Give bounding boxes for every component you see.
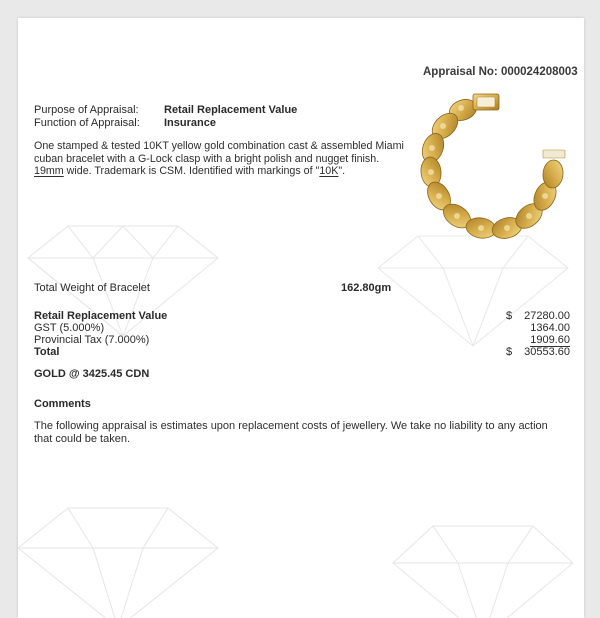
bracelet-photo: [403, 86, 573, 256]
appraisal-number: Appraisal No: 000024208003: [423, 66, 578, 78]
retail-currency: $: [506, 310, 513, 322]
pst-label: Provincial Tax (7.000%): [34, 334, 150, 346]
function-label: Function of Appraisal:: [34, 117, 140, 129]
description-marking: 10K: [319, 165, 339, 178]
total-value: 30553.60: [524, 346, 570, 358]
gst-value: 1364.00: [530, 322, 570, 334]
retail-value: 27280.00: [524, 310, 570, 322]
item-description: [34, 140, 404, 178]
purpose-label: Purpose of Appraisal:: [34, 104, 139, 116]
gold-rate: GOLD @ 3425.45 CDN: [34, 368, 150, 380]
diamond-watermark-bottom-right: [378, 518, 584, 618]
description-part1: One stamped & tested 10KT yellow gold combination cast & assembled Miami cuban bracelet with a G-Lock clasp with a bright polish and nugget finish.: [34, 140, 404, 165]
weight-value: 162.80gm: [341, 282, 392, 294]
pst-value-text: 1909.60: [530, 334, 570, 346]
description-part2: wide. Trademark is CSM. Identified with markings of ": [63, 165, 320, 178]
retail-label: Retail Replacement Value: [34, 310, 168, 322]
diamond-watermark-bottom-left: [18, 498, 238, 618]
total-currency: $: [506, 346, 513, 358]
pst-value: [514, 334, 570, 346]
comments-heading: Comments: [34, 398, 91, 410]
description-width: 19mm: [34, 165, 64, 178]
total-label: Total: [34, 346, 60, 358]
comments-text: The following appraisal is estimates upon replacement costs of jewellery. We take no liability to any action that could be taken.: [34, 420, 548, 445]
weight-label: Total Weight of Bracelet: [34, 282, 150, 294]
description-part3: ".: [338, 165, 346, 178]
appraisal-document: [18, 18, 584, 618]
gst-label: GST (5.000%): [34, 322, 105, 334]
purpose-value: Retail Replacement Value: [164, 104, 298, 116]
function-value: Insurance: [164, 117, 216, 129]
